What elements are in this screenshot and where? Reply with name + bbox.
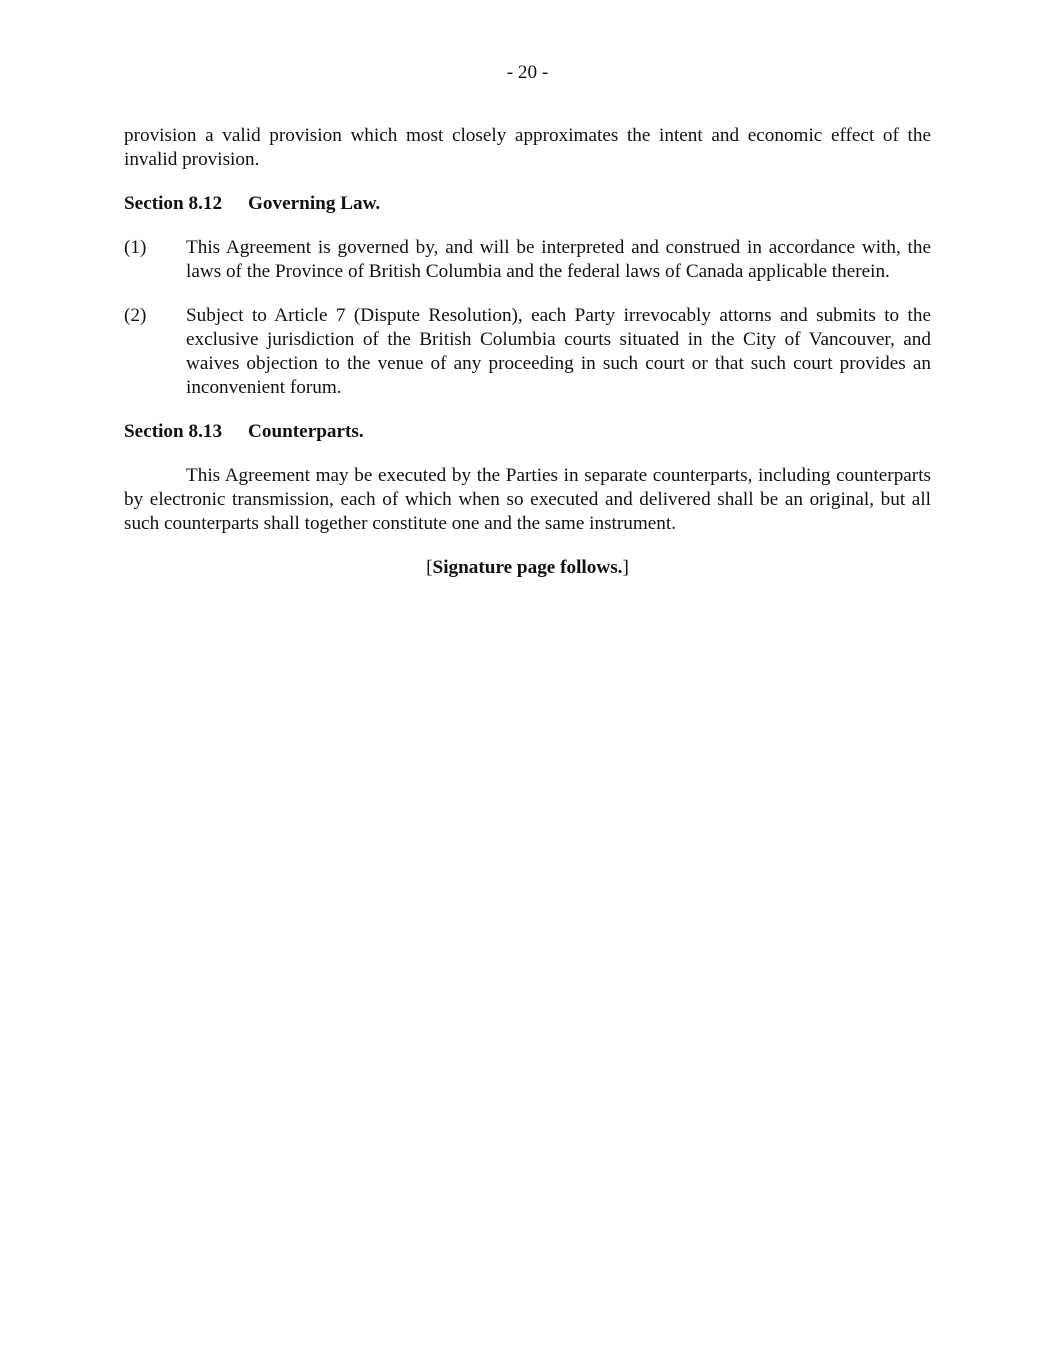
open-bracket: [ xyxy=(426,557,433,578)
section-8-12-heading xyxy=(124,192,931,216)
counterparts-paragraph: This Agreement may be executed by the Parties in separate counterparts, including counterparts by electronic transmission, each of which when so executed and delivered shall be an original, but all such counterparts shall together constitute one and the same instrument. xyxy=(124,465,931,534)
close-bracket: ] xyxy=(622,557,629,578)
list-item xyxy=(124,236,931,284)
section-title: Governing Law. xyxy=(248,193,381,214)
list-item-text: Subject to Article 7 (Dispute Resolution), each Party irrevocably attorns and submits to the exclusive jurisdiction of the British Columbia courts situated in the City of Vancouver, and waives objection to the venue of any proceeding in such court or that such court provides an inconvenient forum. xyxy=(186,305,931,398)
signature-page-note xyxy=(124,556,931,580)
list-marker: (1) xyxy=(124,237,147,258)
carryover-paragraph: provision a valid provision which most closely approximates the intent and economic effect of the invalid provision. xyxy=(124,125,931,170)
section-number: Section 8.13 xyxy=(124,421,223,442)
signature-page-text: Signature page follows. xyxy=(432,557,623,578)
list-marker: (2) xyxy=(124,305,147,326)
section-number: Section 8.12 xyxy=(124,193,223,214)
list-item xyxy=(124,304,931,400)
page-number: - 20 - xyxy=(506,62,549,83)
page-content xyxy=(124,124,931,580)
list-item-text: This Agreement is governed by, and will be interpreted and construed in accordance with, the laws of the Province of British Columbia and the federal laws of Canada applicable therein. xyxy=(186,237,931,282)
section-title: Counterparts. xyxy=(248,421,364,442)
section-8-13-heading xyxy=(124,420,931,444)
